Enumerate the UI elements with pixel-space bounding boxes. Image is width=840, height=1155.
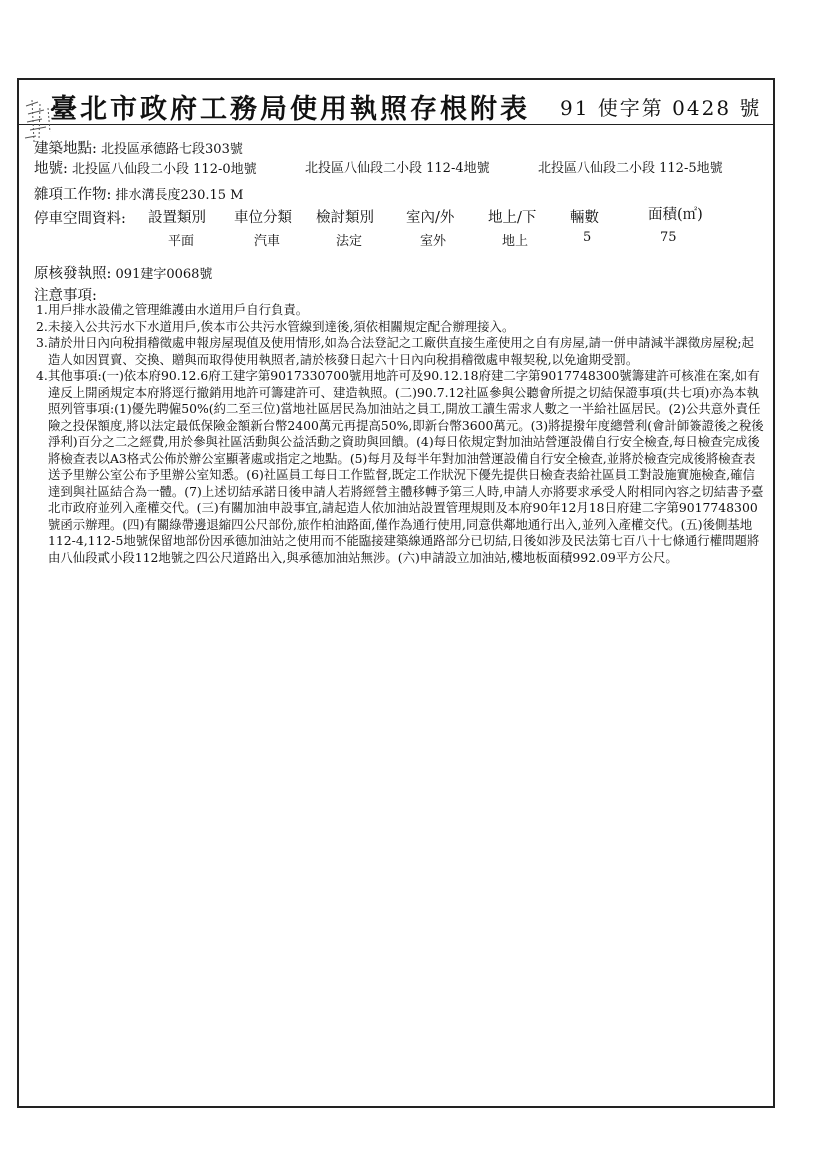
- parking-header: 檢討類別: [316, 210, 374, 226]
- original-permit-value: 091建字0068號: [115, 267, 213, 282]
- permit-number: 91 使字第 0428 號: [560, 96, 762, 120]
- parking-cell: 地上: [502, 234, 529, 249]
- note-item: [36, 302, 766, 319]
- parking-header: 輛數: [570, 210, 599, 226]
- misc-work-row: [34, 183, 243, 204]
- note-text: 未接入公共污水下水道用戶,俟本市公共污水管線到達後,須依相關規定配合辦理接入。: [48, 318, 515, 334]
- lot-label: 地號:: [34, 161, 68, 177]
- lot-item: 北投區八仙段二小段 112-0地號: [72, 162, 257, 177]
- parking-header: 車位分類: [234, 210, 292, 226]
- parking-cell: 5: [583, 230, 592, 245]
- note-number: 1.: [36, 302, 48, 317]
- misc-work-label: 雜項工作物:: [34, 187, 112, 203]
- lot-item: 北投區八仙段二小段 112-5地號: [538, 161, 723, 176]
- note-number: 4.: [36, 368, 48, 383]
- note-item: [36, 368, 766, 566]
- parking-cell: 法定: [336, 234, 363, 249]
- address-row: [34, 137, 243, 158]
- note-number: 2.: [36, 318, 48, 334]
- parking-header: 設置類別: [148, 210, 206, 226]
- misc-work-value: 排水溝長度230.15 M: [115, 188, 244, 203]
- parking-cell: 汽車: [254, 234, 281, 249]
- notes-label: 注意事項:: [34, 288, 97, 304]
- parking-cell: 75: [660, 230, 677, 245]
- parking-header: 面積(㎡): [648, 207, 703, 223]
- lot-item: 北投區八仙段二小段 112-4地號: [305, 161, 490, 176]
- note-text: 請於卅日內向稅捐稽徵處申報房屋現值及使用情形,如為合法登記之工廠供直接生產使用之自有房屋,請一併申請減半課徵房屋稅;起造人如因買賣、交換、贈與而取得使用執照者,請於核發日起六十日內向稅捐稽徵處申報契稅,以免逾期受罰。: [48, 335, 754, 367]
- parking-cell: 室外: [420, 234, 447, 249]
- original-permit-label: 原核發執照:: [34, 266, 112, 282]
- parking-header: 地上/下: [488, 210, 537, 226]
- note-text: 其他事項:(一)依本府90.12.6府工建字第9017330700號用地許可及90.12.18府建二字第9017748300號籌建許可核准在案,如有違反上開函規定本府將逕行撤銷用地許可籌建許可、建造執照。(二)90.7.12社區參與公聽會所提之切結保證事項(共七項)亦為本執照列管事項:(1)優先聘僱50%(約二至三位)當地社區居民為加油站之員工,開放工讀生需求人數之一半給社區居民。(2)公共意外責任險之投保額度,將以法定最低保險金額新台幣2400萬元再提高50%,即新台幣3600萬元。(3)將提撥年度總營利(會計師簽證後之稅後淨利)百分之二之經費,用於參與社區活動與公益活動之資助與回饋。(4)每日依規定對加油站營運設備自行安全檢查,每日檢查完成後將檢查表以A3格式公佈於辦公室顯著處或指定之地點。(5)每月及每半年對加油營運設備自行安全檢查,並將於檢查完成後將檢查表送予里辦公室公布予里辦公室知悉。(6)社區員工每日工作監督,既定工作狀況下優先提供日檢查表給社區員工對設施實施檢查,確信達到與社區結合為一體。(7)上述切結承諾日後申請人若將經營主體移轉予第三人時,申請人亦將要求承受人附相同內容之切結書予臺北市政府並列入產權交代。(三)有關加油申設事宜,請起造人依加油站設置管理規則及本府90年12月18日府建二字第9017748300號函示辦理。(四)有關綠帶邊退縮四公尺部份,旅作柏油路面,僅作為通行使用,同意供鄰地通行出入,並列入產權交代。(五)後側基地112-4,112-5地號保留地部份因承德加油站之使用而不能臨接建築線通路部分已切結,日後如涉及民法第七百八十七條通行權問題將由八仙段貳小段112地號之四公尺道路出入,與承德加油站無涉。(六)申請設立加油站,樓地板面積992.09平方公尺。: [48, 368, 764, 565]
- parking-cell: 平面: [168, 234, 195, 249]
- parking-label: 停車空間資料:: [34, 211, 126, 227]
- notes-list: [36, 302, 766, 566]
- note-item: [36, 319, 766, 336]
- address-label: 建築地點:: [34, 141, 97, 157]
- note-item: [36, 335, 766, 368]
- original-permit-row: [34, 262, 212, 283]
- parking-header: 室內/外: [406, 210, 455, 226]
- note-text: 用戶排水設備之管理維護由水道用戶自行負責。: [48, 302, 309, 317]
- lot-row: [34, 157, 257, 178]
- page-title: 臺北市政府工務局使用執照存根附表: [50, 94, 530, 125]
- address-value: 北投區承德路七段303號: [101, 142, 243, 157]
- note-number: 3.: [36, 335, 48, 350]
